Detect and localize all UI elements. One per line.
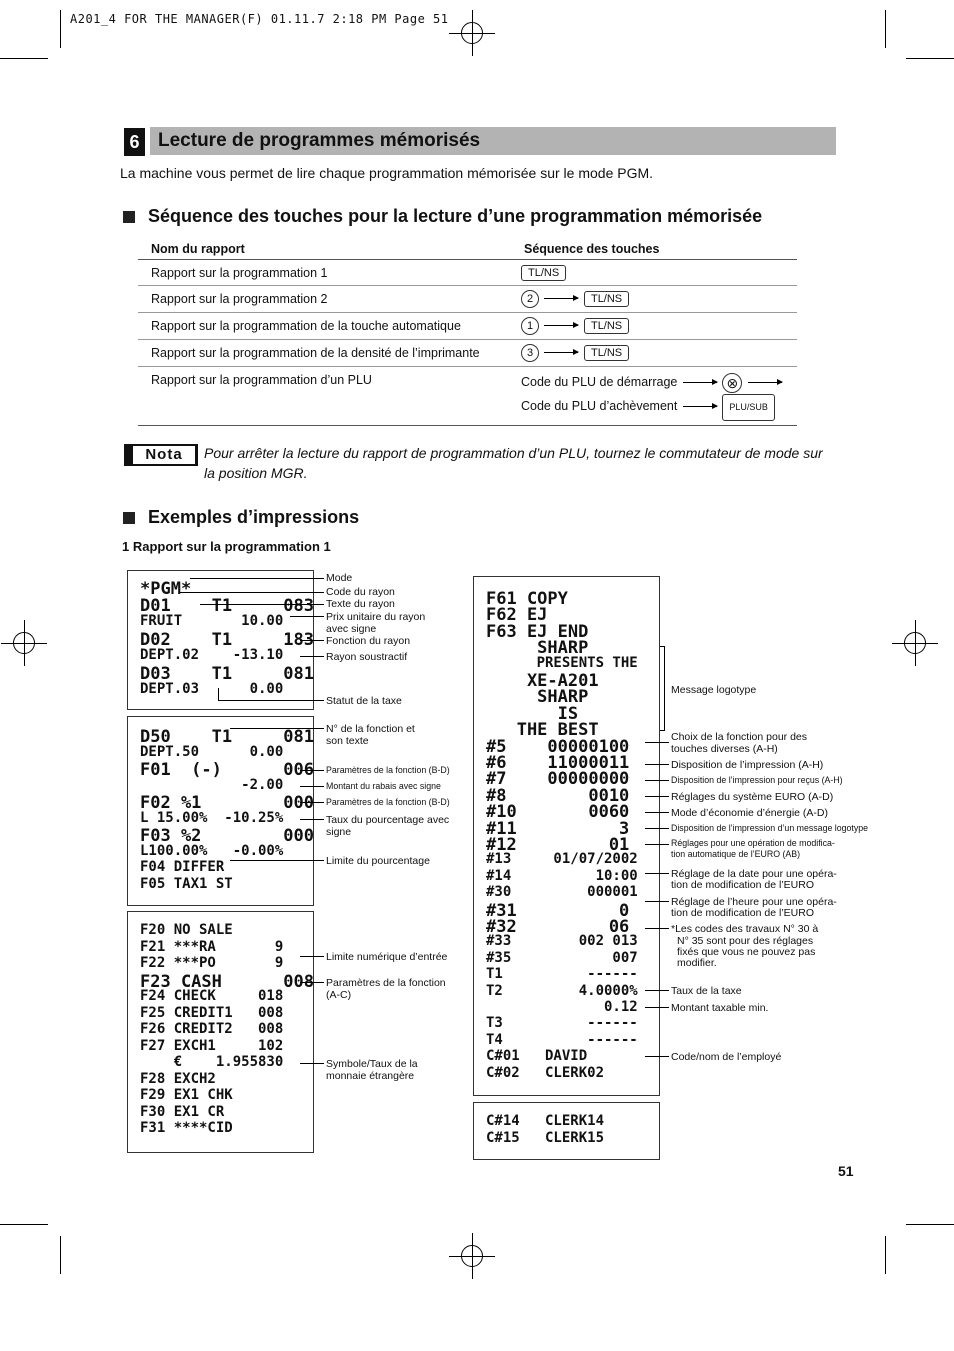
label-job-codes-2: N° 35 sont pour des réglages: [677, 935, 814, 947]
receipt-line: #30 000001: [486, 884, 638, 901]
arrow-right-icon: [683, 406, 717, 407]
table-row: [138, 340, 797, 367]
examples-subheading: 1 Rapport sur la programmation 1: [122, 539, 331, 554]
receipt-line: C#01 DAVID: [486, 1048, 588, 1065]
page-number: 51: [838, 1163, 854, 1179]
label-unit-price: Prix unitaire du rayon: [326, 611, 426, 623]
receipt-line: F20 NO SALE: [140, 922, 233, 938]
leader-line: [300, 1063, 324, 1064]
nota-badge: [124, 444, 198, 466]
label-euro-auto-2: tion automatique de l’EURO (AB): [671, 849, 801, 859]
plu-end-label: Code du PLU d’achèvement: [521, 399, 678, 413]
bullet-square-icon: [123, 211, 135, 223]
receipt-line: T1 ------: [486, 966, 638, 983]
receipt-line: F62 EJ: [486, 605, 548, 626]
receipt-line: F26 CREDIT2 008: [140, 1021, 284, 1037]
label-power-save: Mode d’économie d’énergie (A-D): [671, 807, 828, 819]
crop-mark: [885, 10, 886, 48]
table-header-row: [138, 240, 797, 260]
receipt-line: SHARP: [486, 638, 589, 659]
leader-line: [300, 640, 324, 641]
key-sequence: [511, 286, 797, 313]
receipt-line: F61 COPY: [486, 589, 568, 609]
receipt-line: F03 %2 000: [140, 826, 314, 846]
bracket-line: [660, 646, 665, 647]
tlns-key: TL/NS: [584, 345, 629, 361]
receipt-line: C#14 CLERK14: [486, 1113, 605, 1129]
receipt-line: F02 %1 000: [140, 793, 314, 813]
key-sequence: [511, 313, 797, 340]
nota-text: Pour arrêter la lecture du rapport de programmation d’un PLU, tournez le commutateur de mode sur la position MGR.: [204, 445, 823, 481]
receipt-line: *PGM*: [140, 579, 192, 599]
receipt-line: #7 00000000: [486, 769, 630, 790]
label-job-codes: *Les codes des travaux N° 30 à: [671, 923, 819, 935]
label-func-no: N° de la fonction et: [326, 723, 415, 735]
label-job-codes-4: modifier.: [677, 957, 717, 969]
arrow-right-icon: [544, 352, 578, 353]
leader-line: [645, 812, 669, 813]
report-name: Rapport sur la programmation 1: [138, 260, 511, 286]
report-name: Rapport sur la programmation de la touche automatique: [138, 313, 511, 340]
receipt-line: SHARP: [486, 687, 589, 708]
label-min-taxable: Montant taxable min.: [671, 1002, 769, 1014]
key-sequence: [511, 367, 797, 426]
receipt-line: F21 ***RA 9: [140, 938, 284, 955]
label-tax-status: Statut de la taxe: [326, 695, 402, 707]
label-dept-code: Code du rayon: [326, 586, 395, 598]
leader-line: [645, 1056, 669, 1057]
label-func-params-ac-2: (A-C): [326, 989, 352, 1001]
receipt-line: F29 EX1 CHK: [140, 1087, 233, 1103]
crop-mark: [906, 58, 954, 59]
registration-mark-icon: [9, 628, 39, 658]
tlns-key: TL/NS: [584, 318, 629, 334]
label-func-params-bd: Paramètres de la fonction (B-D): [326, 765, 450, 775]
print-header: A201_4 FOR THE MANAGER(F) 01.11.7 2:18 PM Page 51: [70, 12, 449, 26]
receipt-line: D03 T1 081: [140, 664, 314, 684]
receipt-line: DEPT.02 -13.10: [140, 647, 284, 663]
receipt-dept: [127, 570, 314, 710]
col-keys-header: Séquence des touches: [511, 240, 797, 260]
label-func-params-ac: Paramètres de la fonction: [326, 977, 446, 989]
key-sequence-table: [138, 240, 797, 426]
report-name: Rapport sur la programmation de la densité de l’imprimante: [138, 340, 511, 367]
receipt-line: C#02 CLERK02: [486, 1064, 605, 1081]
receipt-line: #12 01: [486, 835, 630, 855]
leader-line: [290, 616, 324, 617]
plu-start-label: Code du PLU de démarrage: [521, 375, 678, 389]
examples-heading: Exemples d’impressions: [148, 507, 360, 527]
receipt-clerks: [473, 1102, 660, 1160]
leader-line: [645, 796, 669, 797]
label-pct-rate-2: signe: [326, 826, 352, 838]
label-euro-time-2: tion de modification de l’EURO: [671, 907, 814, 919]
receipt-line: F30 EX1 CR: [140, 1103, 225, 1120]
label-logo: Message logotype: [671, 684, 757, 696]
sequence-heading: Séquence des touches pour la lecture d’une programmation mémorisée: [148, 206, 763, 226]
label-receipt-layout: Disposition de l’impression pour reçus (A-H): [671, 775, 843, 785]
leader-line: [200, 604, 324, 605]
receipt-line: IS: [486, 703, 579, 724]
label-dept-sub: Rayon soustractif: [326, 651, 408, 663]
number-key: 2: [521, 290, 539, 308]
label-dept-text: Texte du rayon: [326, 598, 395, 610]
crop-mark: [0, 58, 48, 59]
receipt-line: F23 CASH 008: [140, 971, 314, 992]
receipt-line: F31 ****CID: [140, 1120, 233, 1136]
leader-line: [230, 860, 324, 861]
number-key: 3: [521, 344, 539, 362]
label-euro-time: Réglage de l’heure pour une opéra-: [671, 896, 837, 908]
crop-mark: [906, 1224, 954, 1225]
multiply-key-icon: ⊗: [722, 373, 742, 393]
leader-line: [180, 592, 324, 593]
receipt-line: D01 T1 083: [140, 596, 314, 616]
receipt-line: F25 CREDIT1 008: [140, 1004, 284, 1021]
registration-mark-icon: [900, 628, 930, 658]
label-misc-func-2: touches diverses (A-H): [671, 743, 778, 755]
leader-line: [645, 844, 669, 845]
tlns-key: TL/NS: [521, 265, 566, 281]
receipt-line: #14 10:00: [486, 867, 638, 884]
registration-mark-icon: [457, 1241, 487, 1271]
intro-text: La machine vous permet de lire chaque programmation mémorisée sur le mode PGM.: [120, 165, 654, 181]
receipt-line: #32 06: [486, 917, 630, 937]
receipt-line: #10 0060: [486, 802, 630, 823]
label-pct-rate: Taux du pourcentage avec: [326, 814, 450, 826]
crop-mark: [0, 1224, 48, 1225]
label-logo-layout: Disposition de l’impression d’un message logotype: [671, 823, 869, 833]
leader-line: [300, 956, 324, 957]
leader-line: [645, 764, 669, 765]
receipt-line: C#15 CLERK15: [486, 1130, 605, 1146]
leader-line: [300, 819, 324, 820]
receipt-line: F04 DIFFER: [140, 859, 225, 875]
label-euro: Réglages du système EURO (A-D): [671, 791, 834, 803]
section-number: 6: [124, 128, 145, 156]
label-pct-limit: Limite du pourcentage: [326, 855, 430, 867]
table-row: [138, 260, 797, 286]
receipt-line: D50 T1 081: [140, 727, 314, 747]
label-misc-func: Choix de la fonction pour des: [671, 731, 808, 743]
receipt-line: #35 007: [486, 949, 638, 966]
receipt-line: 0.12: [486, 999, 638, 1015]
label-dept-func: Fonction du rayon: [326, 635, 411, 647]
label-fx-symbol-2: monnaie étrangère: [326, 1070, 415, 1082]
label-func-params-bd-2: Paramètres de la fonction (B-D): [326, 797, 450, 807]
nota-label: Nota: [133, 446, 195, 464]
receipt-line: DEPT.03 0.00: [140, 681, 284, 697]
receipt-line: #8 0010: [486, 785, 630, 806]
leader-line: [300, 982, 324, 983]
receipt-line: FRUIT 10.00: [140, 613, 284, 629]
table-row: [138, 367, 797, 426]
receipt-line: F28 EXCH2: [140, 1070, 216, 1087]
number-key: 1: [521, 317, 539, 335]
label-entry-limit: Limite numérique d’entrée: [326, 951, 448, 963]
label-tax-rate: Taux de la taxe: [671, 985, 742, 997]
leader-line: [645, 1007, 669, 1008]
leader-line: [645, 873, 669, 874]
label-func-no-2: son texte: [326, 735, 369, 747]
receipt-line: L100.00% -0.00%: [140, 842, 284, 859]
leader-line: [218, 700, 324, 701]
section-title: Lecture de programmes mémorisés: [158, 130, 481, 151]
leader-line: [300, 786, 324, 787]
label-discount: Montant du rabais avec signe: [326, 781, 441, 791]
key-sequence: [511, 340, 797, 367]
label-job-codes-3: fixés que vous ne pouvez pas: [677, 946, 816, 958]
leader-line: [218, 688, 219, 700]
receipt-functions: [127, 716, 314, 906]
arrow-right-icon: [748, 382, 782, 383]
receipt-line: -2.00: [140, 776, 284, 793]
leader-line: [230, 728, 324, 729]
receipt-line: F24 CHECK 018: [140, 988, 284, 1004]
crop-mark: [885, 1236, 886, 1274]
label-mode: Mode: [326, 572, 353, 584]
receipt-line: #6 11000011: [486, 753, 630, 773]
receipt-line: #5 00000100: [486, 736, 630, 757]
receipt-line: #11 3: [486, 818, 630, 839]
receipt-line: DEPT.50 0.00: [140, 743, 284, 760]
leader-line: [645, 901, 669, 902]
col-report-header: Nom du rapport: [138, 240, 511, 260]
leader-line: [645, 742, 669, 743]
receipt-line: T2 4.0000%: [486, 982, 638, 999]
crop-mark: [60, 10, 61, 48]
key-sequence: [511, 260, 797, 286]
receipt-line: F05 TAX1 ST: [140, 875, 233, 892]
receipt-functions-2: [127, 911, 314, 1153]
receipt-line: THE BEST: [486, 720, 599, 741]
label-unit-price-2: avec signe: [326, 623, 377, 635]
leader-line: [300, 656, 324, 657]
tlns-key: TL/NS: [584, 291, 629, 307]
leader-line: [645, 990, 669, 991]
bracket-line: [664, 646, 665, 730]
registration-mark-icon: [457, 18, 487, 48]
plu-sub-key: PLU/SUB: [722, 394, 775, 421]
bracket-line: [660, 730, 665, 731]
receipt-line: F01 (-) 006: [140, 760, 314, 780]
arrow-right-icon: [544, 298, 578, 299]
table-row: [138, 286, 797, 313]
arrow-right-icon: [683, 382, 717, 383]
receipt-line: #13 01/07/2002: [486, 851, 638, 868]
receipt-options: [473, 576, 660, 1096]
receipt-line: T3 ------: [486, 1015, 638, 1032]
leader-line: [300, 770, 324, 771]
receipt-line: D02 T1 183: [140, 630, 314, 650]
receipt-line: L 15.00% -10.25%: [140, 809, 284, 826]
crop-mark: [60, 1236, 61, 1274]
leader-line: [645, 780, 669, 781]
receipt-line: F27 EXCH1 102: [140, 1037, 284, 1054]
label-clerk: Code/nom de l’employé: [671, 1051, 782, 1063]
receipt-line: #33 002 013: [486, 933, 638, 950]
label-euro-auto: Réglages pour une opération de modifica-: [671, 838, 835, 848]
arrow-right-icon: [544, 325, 578, 326]
leader-line: [645, 828, 669, 829]
receipt-line: F63 EJ END: [486, 621, 589, 642]
label-euro-date: Réglage de la date pour une opéra-: [671, 868, 837, 880]
label-print-layout: Disposition de l’impression (A-H): [671, 759, 824, 771]
receipt-line: XE-A201: [486, 671, 599, 691]
receipt-line: PRESENTS THE: [486, 654, 638, 671]
receipt-line: € 1.955830: [140, 1054, 284, 1070]
leader-line: [300, 802, 324, 803]
table-row: [138, 313, 797, 340]
report-name: Rapport sur la programmation d’un PLU: [138, 367, 511, 426]
leader-line: [190, 578, 324, 579]
receipt-line: T4 ------: [486, 1031, 638, 1048]
report-name: Rapport sur la programmation 2: [138, 286, 511, 313]
bullet-square-icon: [123, 512, 135, 524]
label-euro-date-2: tion de modification de l’EURO: [671, 879, 814, 891]
receipt-line: F22 ***PO 9: [140, 955, 284, 971]
leader-line: [645, 928, 669, 929]
label-fx-symbol: Symbole/Taux de la: [326, 1058, 418, 1070]
receipt-line: #31 0: [486, 900, 630, 921]
